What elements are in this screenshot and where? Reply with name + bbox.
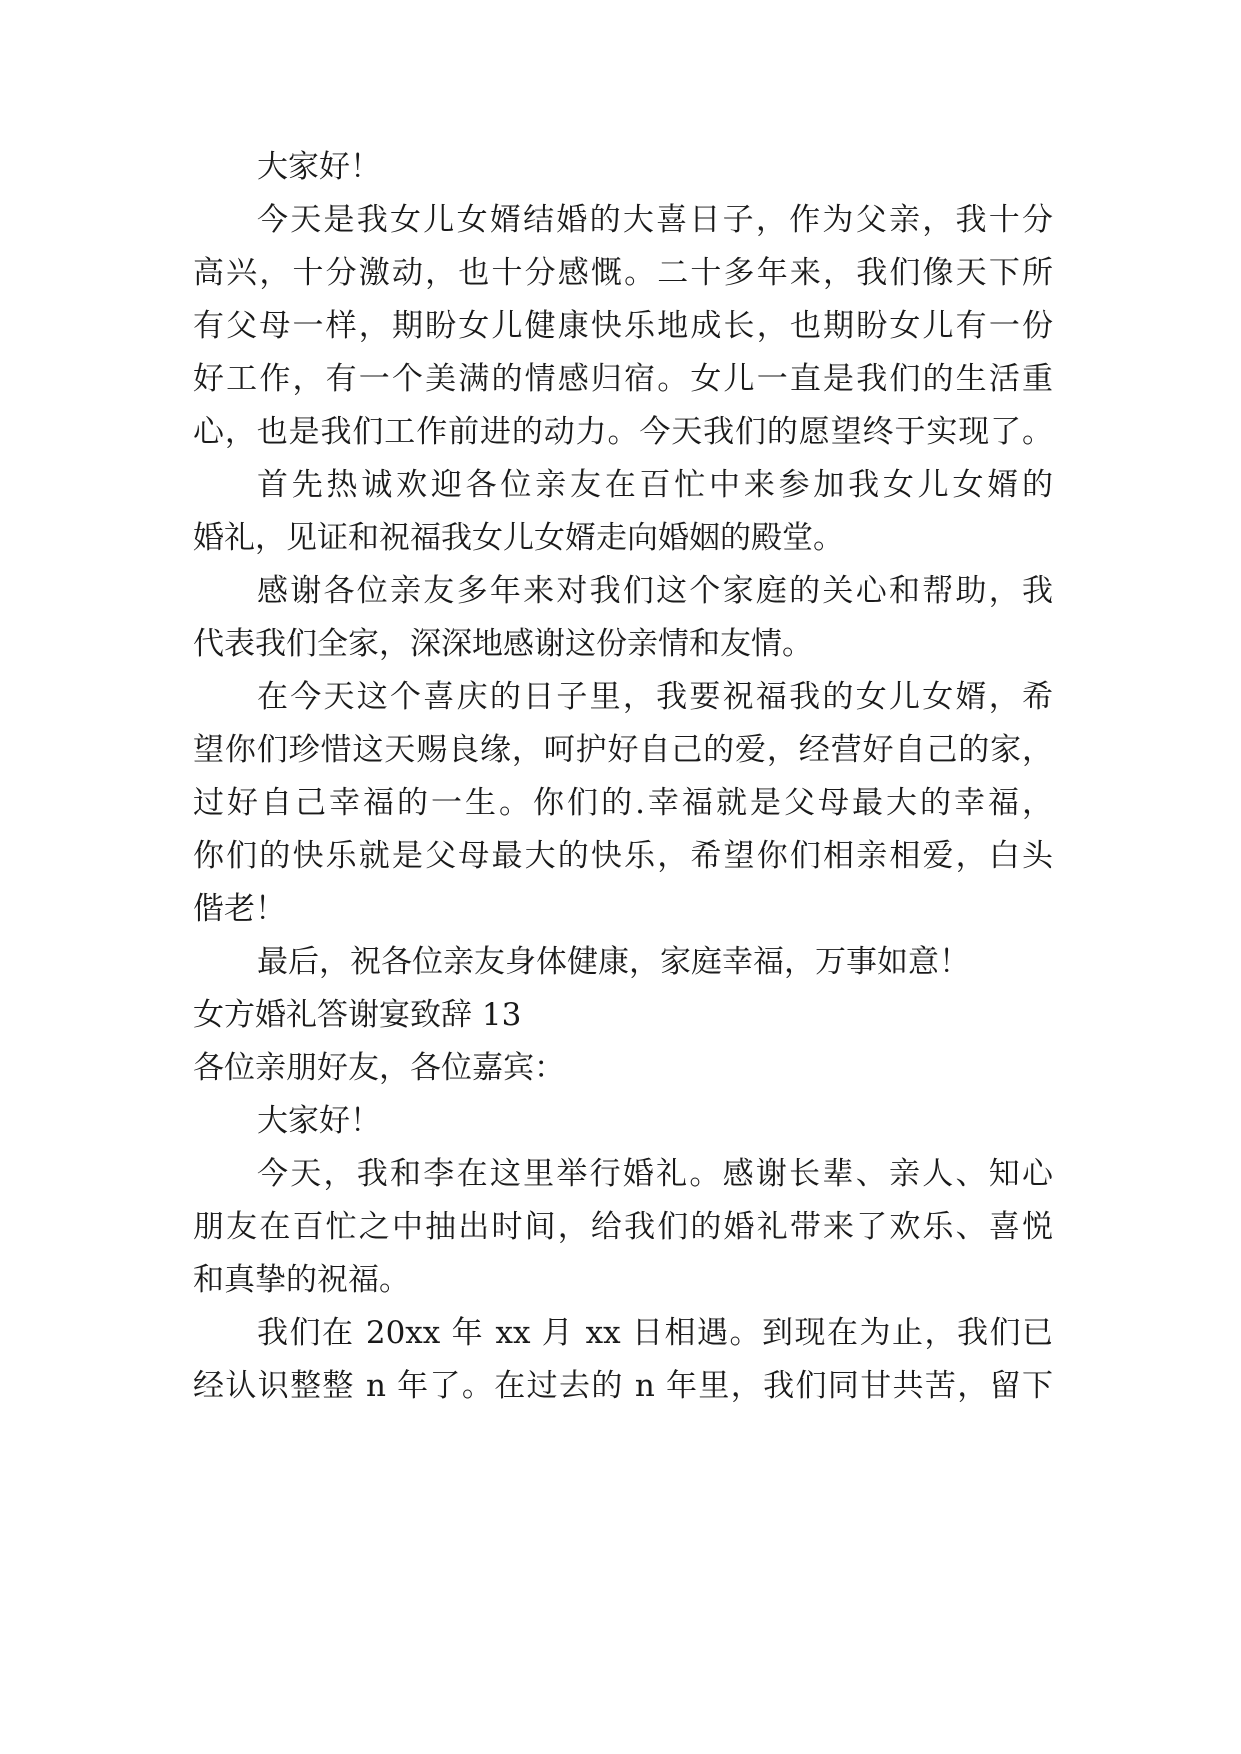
paragraph-line: 在今天这个喜庆的日子里，我要祝福我的女儿女婿，希: [257, 679, 1053, 715]
paragraph-line: 首先热诚欢迎各位亲友在百忙中来参加我女儿女婿的: [257, 467, 1053, 503]
paragraph-line: 代表我们全家，深深地感谢这份亲情和友情。: [193, 626, 813, 662]
paragraph-line: 婚礼，见证和祝福我女儿女婿走向婚姻的殿堂。: [193, 520, 844, 556]
greeting-line: 大家好！: [257, 149, 381, 185]
paragraph-line: 偕老！: [193, 891, 286, 927]
paragraph-line: 今天，我和李在这里举行婚礼。感谢长辈、亲人、知心: [257, 1156, 1053, 1192]
paragraph-line: 好工作，有一个美满的情感归宿。女儿一直是我们的生活重: [193, 361, 1053, 397]
section-title: 女方婚礼答谢宴致辞 13: [193, 997, 522, 1033]
paragraph-line: 和真挚的祝福。: [193, 1262, 410, 1298]
paragraph-line: 过好自己幸福的一生。你们的.幸福就是父母最大的幸福，: [193, 785, 1053, 821]
closing-wishes-line: 最后，祝各位亲友身体健康，家庭幸福，万事如意！: [257, 944, 970, 980]
paragraph-line: 感谢各位亲友多年来对我们这个家庭的关心和帮助，我: [257, 573, 1053, 609]
paragraph-line: 今天是我女儿女婿结婚的大喜日子，作为父亲，我十分: [257, 202, 1053, 238]
paragraph-line: 我们在 20xx 年 xx 月 xx 日相遇。到现在为止，我们已: [257, 1315, 1053, 1351]
paragraph-line: 望你们珍惜这天赐良缘，呵护好自己的爱，经营好自己的家，: [193, 732, 1053, 768]
paragraph-line: 朋友在百忙之中抽出时间，给我们的婚礼带来了欢乐、喜悦: [193, 1209, 1053, 1245]
paragraph-line: 高兴，十分激动，也十分感慨。二十多年来，我们像天下所: [193, 255, 1053, 291]
salutation-line: 各位亲朋好友，各位嘉宾：: [193, 1050, 565, 1086]
paragraph-line: 心，也是我们工作前进的动力。今天我们的愿望终于实现了。: [193, 414, 1053, 450]
paragraph-line: 经认识整整 n 年了。在过去的 n 年里，我们同甘共苦，留下: [193, 1368, 1053, 1404]
greeting-line: 大家好！: [257, 1103, 381, 1139]
paragraph-line: 你们的快乐就是父母最大的快乐，希望你们相亲相爱，白头: [193, 838, 1053, 874]
paragraph-line: 有父母一样，期盼女儿健康快乐地成长，也期盼女儿有一份: [193, 308, 1053, 344]
